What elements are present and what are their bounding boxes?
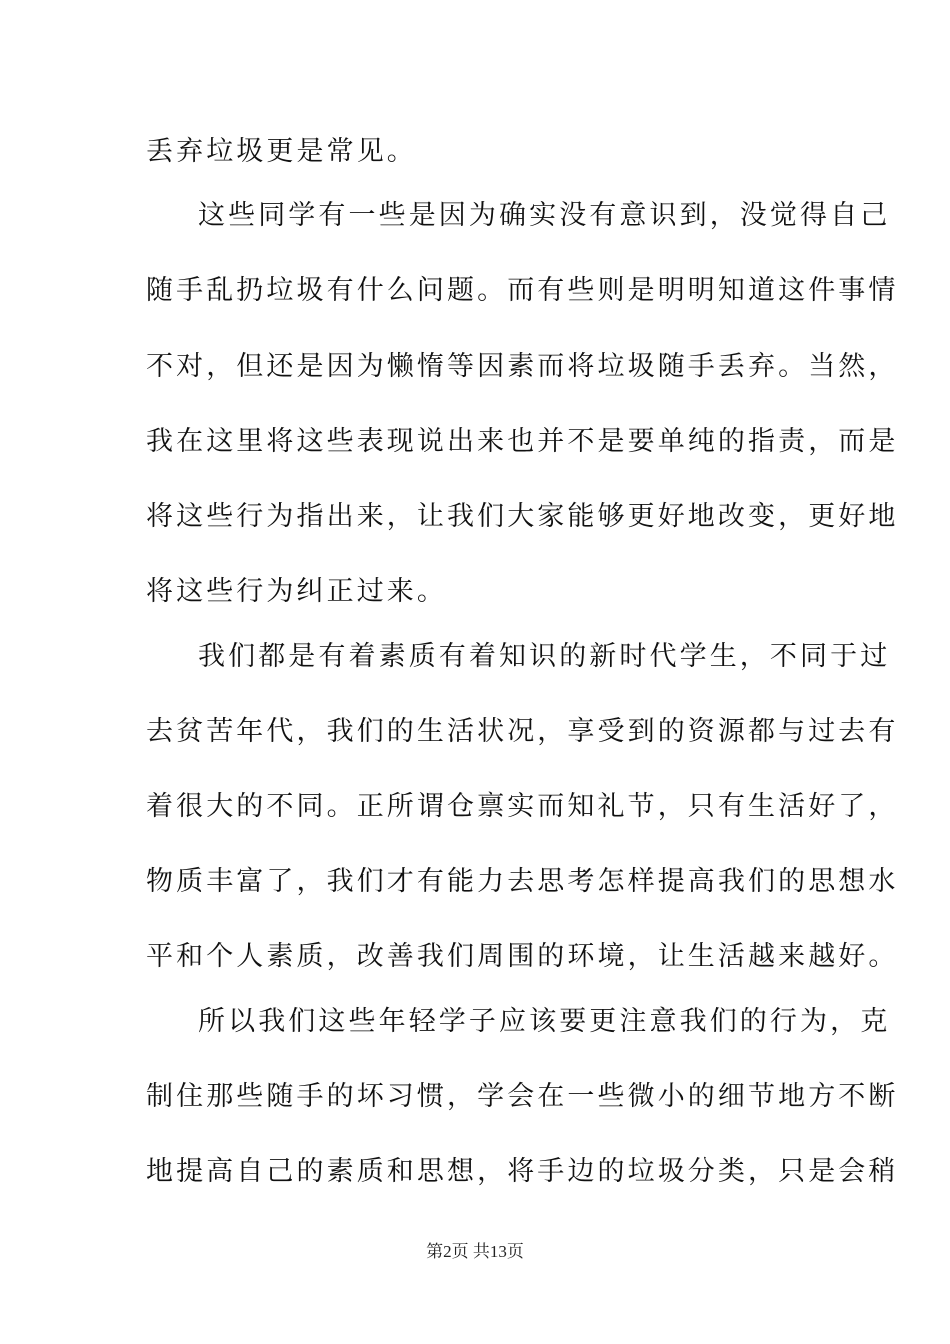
text-line: 将这些行为指出来，让我们大家能够更好地改变，更好地 <box>146 501 899 532</box>
text-line: 不对，但还是因为懒惰等因素而将垃圾随手丢弃。当然， <box>146 351 899 382</box>
text-line: 地提高自己的素质和思想，将手边的垃圾分类，只是会稍 <box>146 1156 899 1187</box>
text-line: 随手乱扔垃圾有什么问题。而有些则是明明知道这件事情 <box>146 275 899 306</box>
text-line: 平和个人素质，改善我们周围的环境，让生活越来越好。 <box>146 941 899 972</box>
text-line: 我在这里将这些表现说出来也并不是要单纯的指责，而是 <box>146 426 899 457</box>
text-line: 所以我们这些年轻学子应该要更注意我们的行为，克 <box>198 1006 891 1037</box>
text-line: 着很大的不同。正所谓仓禀实而知礼节，只有生活好了， <box>146 791 899 822</box>
text-line: 去贫苦年代，我们的生活状况，享受到的资源都与过去有 <box>146 716 899 747</box>
text-line: 这些同学有一些是因为确实没有意识到，没觉得自己 <box>198 200 891 231</box>
text-line: 将这些行为纠正过来。 <box>146 576 447 607</box>
text-line: 物质丰富了，我们才有能力去思考怎样提高我们的思想水 <box>146 866 899 897</box>
text-line: 丢弃垃圾更是常见。 <box>146 136 417 167</box>
text-line: 制住那些随手的坏习惯，学会在一些微小的细节地方不断 <box>146 1081 899 1112</box>
text-line: 我们都是有着素质有着知识的新时代学生，不同于过 <box>198 641 891 672</box>
page-number-footer: 第2页 共13页 <box>426 1242 524 1261</box>
